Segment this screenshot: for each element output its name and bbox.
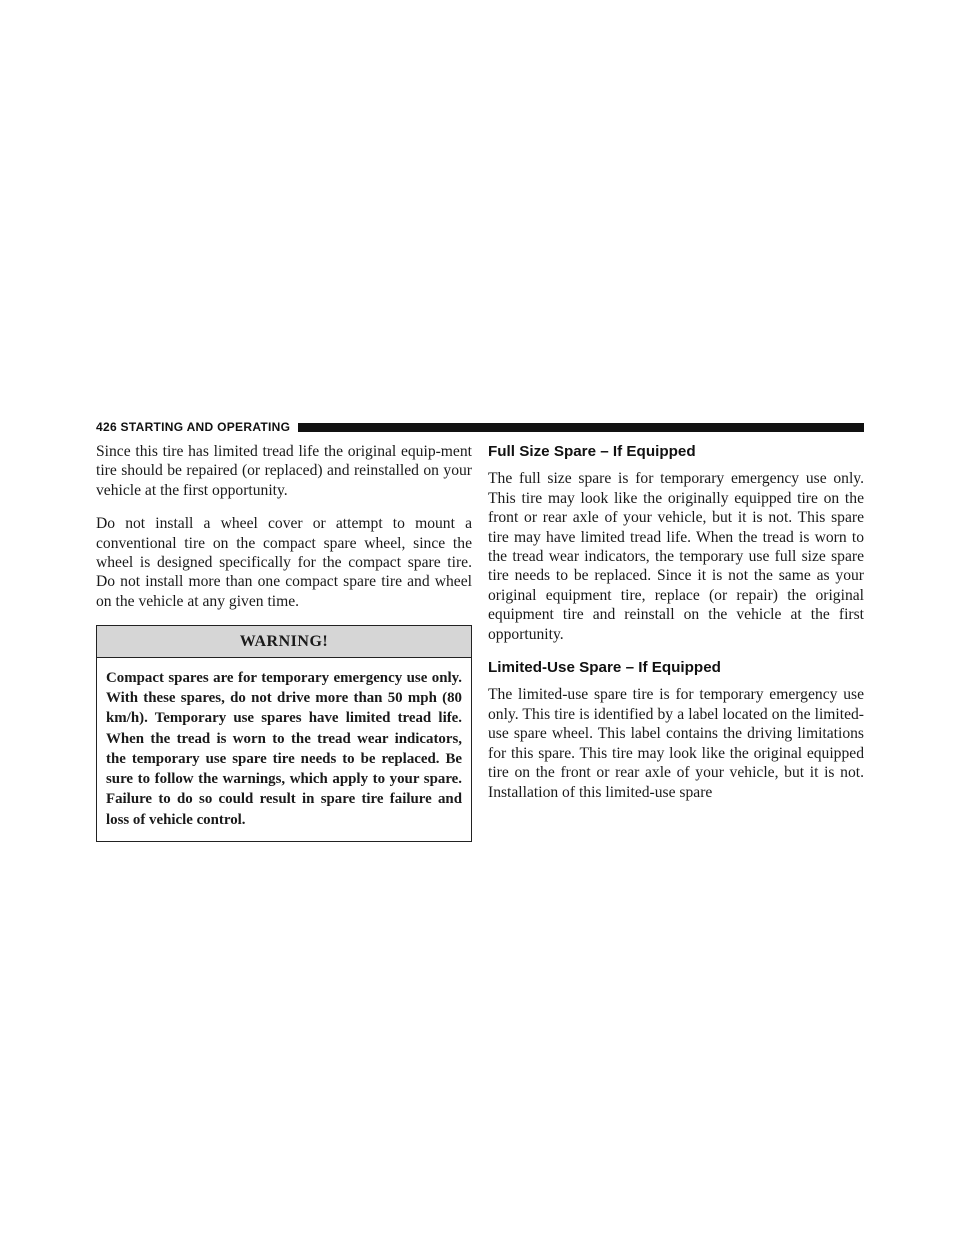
warning-title: WARNING! [97,626,471,657]
warning-box [96,625,472,842]
header-rule [298,423,864,432]
section-text-full-size-spare: The full size spare is for temporary emergency use only. This tire may look like the originally equipped tire on the front or rear axle of your vehicle, but it is not. This spare tire may have limited tread life. When the tread is worn to the tread wear indicators, the temporary use full size spare tire needs to be replaced. Since it is not the same as your original equipment tire, replace (or repair) the original equipment tire and reinstall on the vehicle at the first opportunity. [488,470,864,643]
page-header [96,418,864,436]
section-heading-limited-use-spare: Limited-Use Spare – If Equipped [488,659,721,677]
page-number-and-section: 426 STARTING AND OPERATING [96,420,291,434]
body-paragraph: Since this tire has limited tread life the original equip-ment tire should be repaired (or replaced) and reinstalled on your vehicle at the first opportunity. [96,443,472,499]
section-text-limited-use-spare: The limited-use spare tire is for temporary emergency use only. This tire is identified by a label located on the limited-use spare wheel. This label contains the driving limitations for this spare. This tire may look like the original equipped tire on the front or rear axle of your vehicle, but it is not. Installation of this limited-use spare [488,686,864,801]
left-column [96,442,472,842]
right-column [488,442,864,816]
section-heading-full-size-spare: Full Size Spare – If Equipped [488,443,696,460]
body-paragraph: Do not install a wheel cover or attempt to mount a conventional tire on the compact spare wheel, since the wheel is designed specifically for the compact spare tire. Do not install more than one compact spare tire and wheel on the vehicle at any given time. [96,515,472,610]
warning-text: Compact spares are for temporary emergency use only. With these spares, do not drive more than 50 mph (80 km/h). Temporary use spares have limited tread life. When the tread is worn to the tread wear indicators, the temporary use spare tire needs to be replaced. Be sure to follow the warnings, which apply to your spare. Failure to do so could result in spare tire failure and loss of vehicle control. [106,669,462,828]
